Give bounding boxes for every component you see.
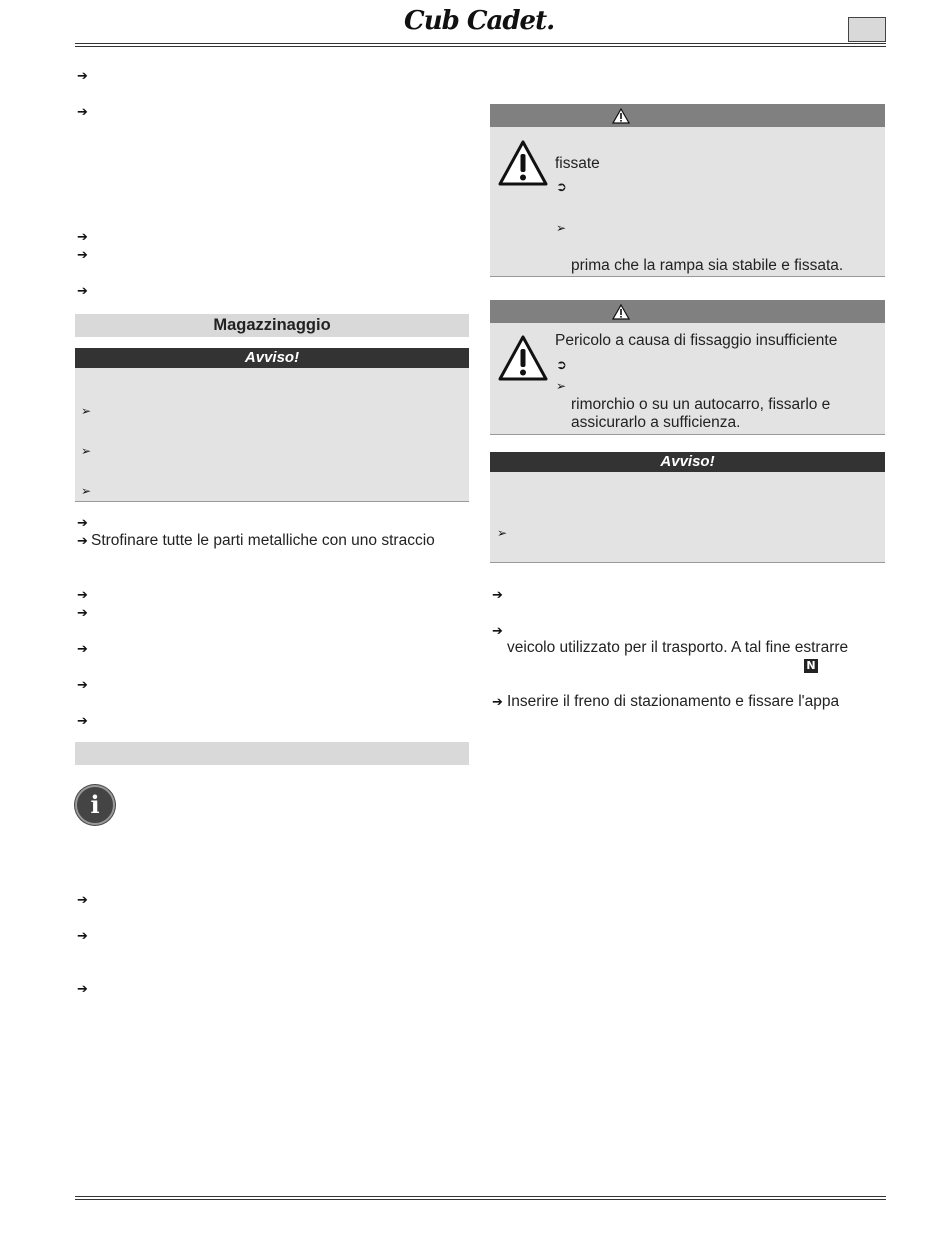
notice-header-right: Avviso! [490,452,885,472]
step-veicolo: veicolo utilizzato per il trasporto. A tal fine estrarre [507,639,849,656]
warning-small-icon [612,304,630,320]
arrow-icon: ➔ [77,893,88,908]
arrow-icon: ➔ [77,69,88,84]
notice-panel-left [75,368,469,502]
arrow-icon: ➔ [492,624,503,639]
arrow-icon: ➔ [77,714,88,729]
circle-arrow-icon: ➲ [556,180,567,195]
storage-section-title: Magazzinaggio [75,314,469,337]
notice-header-left: Avviso! [75,348,469,368]
warning1-line2: prima che la rampa sia stabile e fissata. [571,257,844,274]
step-freno: Inserire il freno di stazionamento e fissare l'appa [507,693,840,710]
arrow-icon: ➔ [492,695,503,710]
arrow-icon: ➔ [77,534,88,549]
triangle-bullet-icon: ➢ [497,526,508,540]
triangle-bullet-icon: ➢ [81,404,92,418]
arrow-icon: ➔ [77,284,88,299]
circle-arrow-icon: ➲ [556,358,567,373]
warning-header-1 [490,104,885,127]
arrow-icon: ➔ [77,230,88,245]
arrow-icon: ➔ [77,105,88,120]
warning2-line1: Pericolo a causa di fissaggio insufficiente [555,332,838,349]
warning2-line3: assicurarlo a sufficienza. [571,414,741,431]
arrow-icon: ➔ [77,929,88,944]
step-strofinare: Strofinare tutte le parti metalliche con uno straccio [91,532,435,549]
warning-small-icon [612,108,630,124]
arrow-icon: ➔ [77,642,88,657]
warning-triangle-icon [497,334,549,382]
warning-triangle-icon [497,139,549,187]
arrow-icon: ➔ [77,678,88,693]
neutral-n-icon: N [804,659,818,673]
arrow-icon: ➔ [492,588,503,603]
arrow-icon: ➔ [77,516,88,531]
arrow-icon: ➔ [77,588,88,603]
triangle-bullet-icon: ➢ [556,379,567,393]
cub-cadet-logo: Cub Cadet. [404,6,555,36]
triangle-bullet-icon: ➢ [81,484,92,498]
warning-panel-1 [490,127,885,277]
header-rule-bottom [75,46,886,47]
arrow-icon: ➔ [77,248,88,263]
triangle-bullet-icon: ➢ [81,444,92,458]
warning2-line2: rimorchio o su un autocarro, fissarlo e [571,396,831,413]
info-icon: i [75,785,115,825]
triangle-bullet-icon: ➢ [556,221,567,235]
warning-header-2 [490,300,885,323]
header-rule-top [75,43,886,44]
footer-rule-top [75,1196,886,1197]
warning1-line1: fissate [555,155,600,172]
arrow-icon: ➔ [77,982,88,997]
page-number-box [848,17,886,42]
footer-rule-bottom [75,1199,886,1200]
arrow-icon: ➔ [77,606,88,621]
section-title-bar [75,742,469,765]
notice-panel-right [490,472,885,563]
